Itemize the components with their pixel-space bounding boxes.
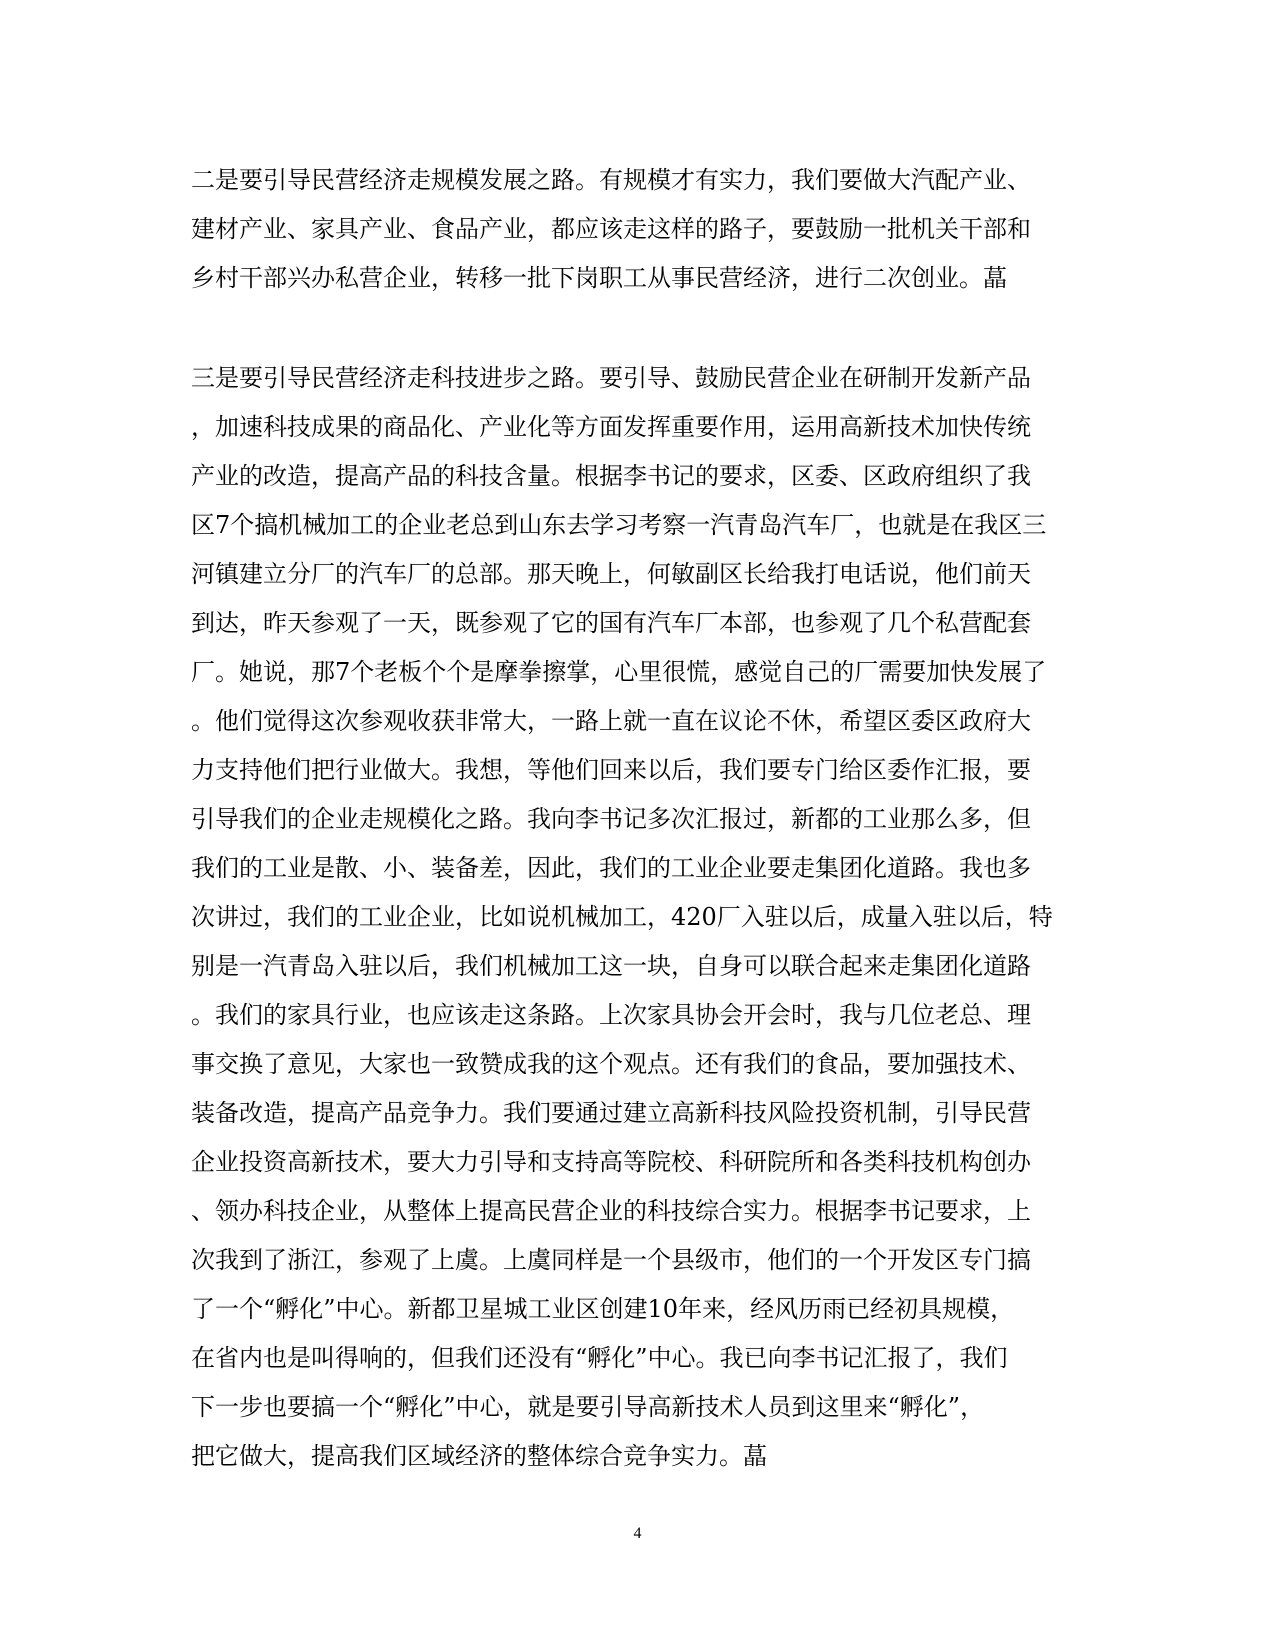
- text-line: 次我到了浙江，参观了上虞。上虞同样是一个县级市，他们的一个开发区专门搞: [191, 1246, 1031, 1274]
- text-line: 下一步也要搞一个“孵化”中心，就是要引导高新技术人员到这里来“孵化”，: [191, 1393, 985, 1421]
- text-line: 建材产业、家具产业、食品产业，都应该走这样的路子，要鼓励一批机关干部和: [191, 215, 1031, 243]
- text-line: 产业的改造，提高产品的科技含量。根据李书记的要求，区委、区政府组织了我: [191, 462, 1031, 490]
- text-line: ，加速科技成果的商品化、产业化等方面发挥重要作用，运用高新技术加快传统: [191, 413, 1031, 441]
- text-line: 。他们觉得这次参观收获非常大，一路上就一直在议论不休，希望区委区政府大: [191, 707, 1031, 735]
- text-line: 事交换了意见，大家也一致赞成我的这个观点。还有我们的食品，要加强技术、: [191, 1050, 1031, 1078]
- text-line: 了一个“孵化”中心。新都卫星城工业区创建10年来，经风历雨已经初具规模，: [191, 1295, 1015, 1323]
- text-line: 河镇建立分厂的汽车厂的总部。那天晚上，何敏副区长给我打电话说，他们前天: [191, 560, 1031, 588]
- text-line: 、领办科技企业，从整体上提高民营企业的科技综合实力。根据李书记要求，上: [191, 1197, 1031, 1225]
- text-line: 次讲过，我们的工业企业，比如说机械加工，420厂入驻以后，成量入驻以后，特: [191, 903, 1053, 931]
- text-line: 把它做大，提高我们区域经济的整体综合竞争实力。蕌: [191, 1442, 767, 1470]
- text-line: 企业投资高新技术，要大力引导和支持高等院校、科研院所和各类科技机构创办: [191, 1148, 1031, 1176]
- text-line: 三是要引导民营经济走科技进步之路。要引导、鼓励民营企业在研制开发新产品: [191, 364, 1031, 392]
- paragraph-scale-development: [191, 156, 1071, 303]
- text-line: 装备改造，提高产品竞争力。我们要通过建立高新科技风险投资机制，引导民营: [191, 1099, 1031, 1127]
- text-line: 在省内也是叫得响的，但我们还没有“孵化”中心。我已向李书记汇报了，我们: [191, 1344, 1008, 1372]
- text-line: 区7个搞机械加工的企业老总到山东去学习考察一汽青岛汽车厂，也就是在我区三: [191, 511, 1047, 539]
- text-line: 二是要引导民营经济走规模发展之路。有规模才有实力，我们要做大汽配产业、: [191, 166, 1031, 194]
- text-line: 引导我们的企业走规模化之路。我向李书记多次汇报过，新都的工业那么多，但: [191, 805, 1031, 833]
- paragraph-technology-progress: [191, 354, 1071, 1481]
- text-line: 我们的工业是散、小、装备差，因此，我们的工业企业要走集团化道路。我也多: [191, 854, 1031, 882]
- text-line: 力支持他们把行业做大。我想，等他们回来以后，我们要专门给区委作汇报，要: [191, 756, 1031, 784]
- text-line: 别是一汽青岛入驻以后，我们机械加工这一块，自身可以联合起来走集团化道路: [191, 952, 1031, 980]
- text-line: 厂。她说，那7个老板个个是摩拳擦掌，心里很慌，感觉自己的厂需要加快发展了: [191, 658, 1047, 686]
- text-line: 到达，昨天参观了一天，既参观了它的国有汽车厂本部，也参观了几个私营配套: [191, 609, 1031, 637]
- text-line: 乡村干部兴办私营企业，转移一批下岗职工从事民营经济，进行二次创业。蕌: [191, 264, 1007, 292]
- text-line: 。我们的家具行业，也应该走这条路。上次家具协会开会时，我与几位老总、理: [191, 1001, 1031, 1029]
- page-number: 4: [633, 1525, 642, 1542]
